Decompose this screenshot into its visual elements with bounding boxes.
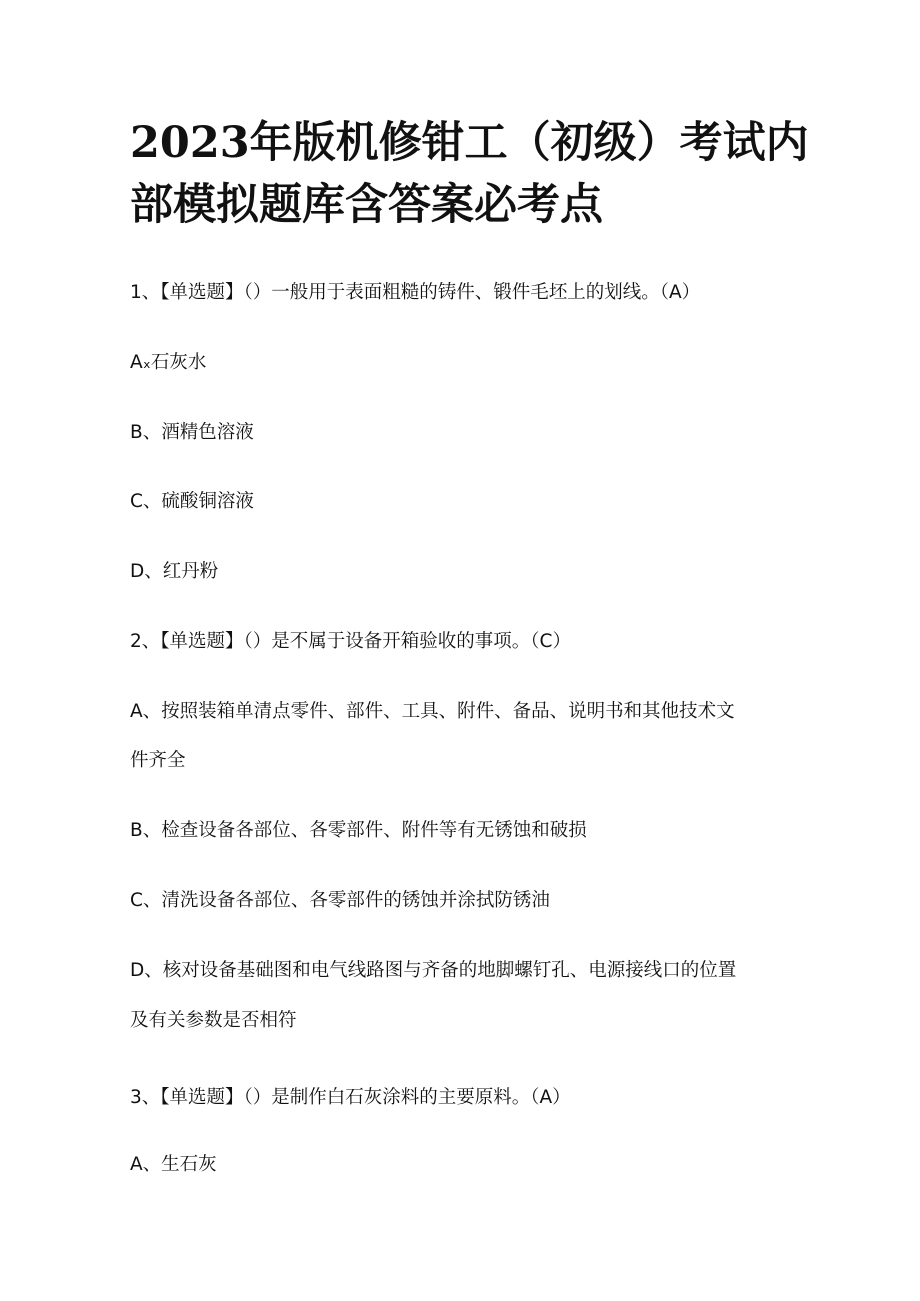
question-1-option-c: C、硫酸铜溶液 (130, 491, 254, 512)
question-3-option-a: A、生石灰 (130, 1154, 217, 1175)
document-title (130, 112, 809, 236)
question-1-option-d: D、红丹粉 (130, 561, 219, 582)
question-2-option-a: A、按照装箱单清点零件、部件、工具、附件、备品、说明书和其他技术文 (130, 701, 735, 722)
question-2-stem: 2、【单选题】（）是不属于设备开箱验收的事项。（C） (130, 631, 571, 652)
question-3-stem: 3、【单选题】（）是制作白石灰涂料的主要原料。（A） (130, 1087, 571, 1108)
question-1-option-b: B、酒精色溶液 (130, 422, 254, 443)
question-2-option-b: B、检查设备各部位、各零部件、附件等有无锈蚀和破损 (130, 820, 587, 841)
question-2-option-a-continued: 件齐全 (130, 750, 186, 771)
title-line-2: 部模拟题库含答案必考点 (130, 180, 603, 230)
question-1-stem: 1、【单选题】（）一般用于表面粗糙的铸件、锻件毛坯上的划线。（A） (130, 282, 701, 303)
question-2-option-d-continued: 及有关参数是否相符 (130, 1010, 297, 1031)
question-2-option-c: C、清洗设备各部位、各零部件的锈蚀并涂拭防锈油 (130, 890, 550, 911)
question-2-option-d: D、核对设备基础图和电气线路图与齐备的地脚螺钉孔、电源接线口的位置 (130, 960, 737, 981)
question-1-option-a: Aₓ石灰水 (130, 352, 207, 373)
title-line-1: 2023年版机修钳工（初级）考试内 (130, 118, 809, 168)
